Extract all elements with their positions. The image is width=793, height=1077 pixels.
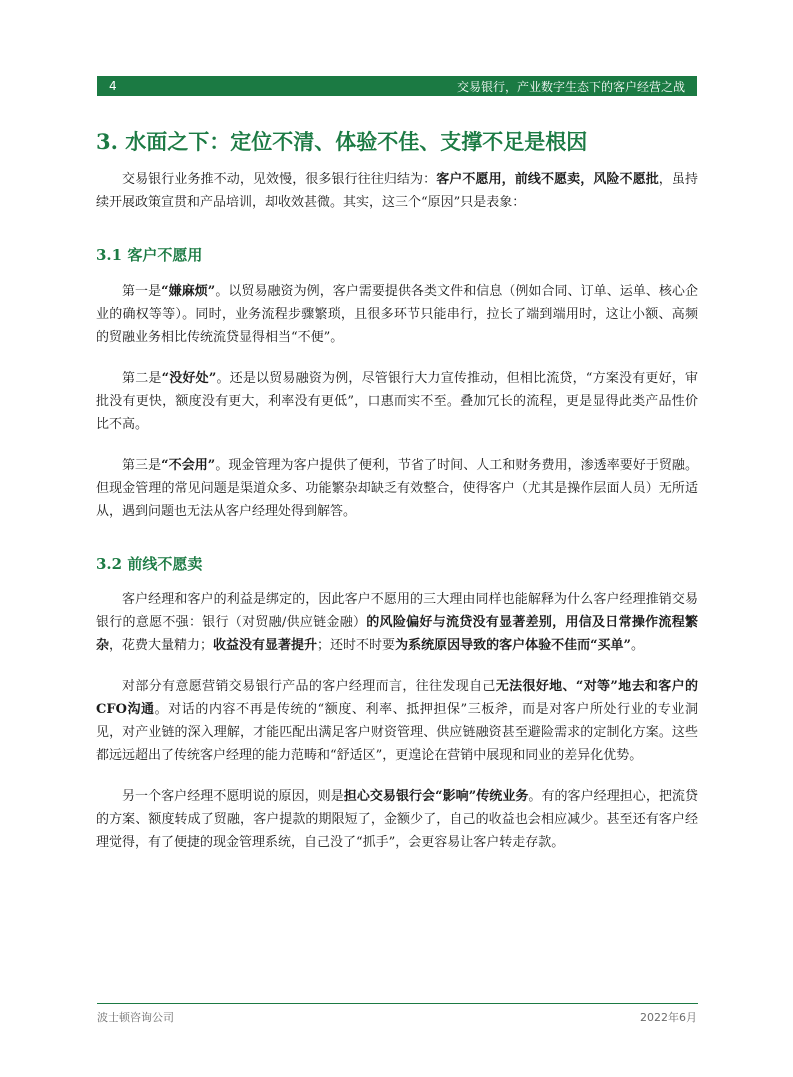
section-3-1-para-2: 第二是“没好处”。还是以贸易融资为例，尽管银行大力宣传推动，但相比流贷，“方案没有更好，审批没有更快，额度没有更大，利率没有更低”，口惠而实不至。叠加冗长的流程，更是显得此类产品性价比不高。: [96, 370, 698, 432]
section-3-1-para-3: 第三是“不会用”。现金管理为客户提供了便利，节省了时间、人工和财务费用，渗透率要好于贸融。但现金管理的常见问题是渠道众多、功能繁杂却缺乏有效整合，使得客户（尤其是操作层面人员）无所适从，遇到问题也无法从客户经理处得到解答。: [96, 457, 698, 519]
header-bar: [97, 76, 697, 96]
section-3-2-para-2: 对部分有意愿营销交易银行产品的客户经理而言，往往发现自己无法很好地、“对等”地去和客户的CFO沟通。对话的内容不再是传统的“额度、利率、抵押担保”三板斧，而是对客户所处行业的专业洞见，对产业链的深入理解，才能匹配出满足客户财资管理、供应链融资甚至避险需求的定制化方案。这些都远远超出了传统客户经理的能力范畴和“舒适区”，更遑论在营销中展现和同业的差异化优势。: [96, 679, 699, 764]
section-3-2-para-3: 另一个客户经理不愿明说的原因，则是担心交易银行会“影响”传统业务。有的客户经理担心，把流贷的方案、额度转成了贸融，客户提款的期限短了，金额少了，自己的收益也会相应减少。甚至还有客户经理觉得，有了便捷的现金管理系统，自己没了“抓手”，会更容易让客户转走存款。: [96, 789, 698, 851]
footer-divider: [97, 1003, 698, 1004]
footer-date: 2022年6月: [640, 1011, 697, 1024]
section-3-1-title: 3.1 客户不愿用: [96, 246, 203, 265]
section-3-intro: 交易银行业务推不动，见效慢，很多银行往往归结为：客户不愿用，前线不愿卖，风险不愿批，虽持续开展政策宣贯和产品培训，却收效甚微。其实，这三个“原因”只是表象：: [96, 172, 698, 211]
page-number: 4: [109, 79, 117, 93]
section-3-2-para-1: 客户经理和客户的利益是绑定的，因此客户不愿用的三大理由同样也能解释为什么客户经理推销交易银行的意愿不强：银行（对贸融/供应链金融）的风险偏好与流贷没有显著差别，用信及日常操作流程繁杂，花费大量精力；收益没有显著提升；还时不时要为系统原因导致的客户体验不佳而“买单”。: [96, 592, 698, 654]
section-3-title: 3. 水面之下：定位不清、体验不佳、支撑不足是根因: [96, 129, 588, 154]
section-3-1-para-1: 第一是“嫌麻烦”。以贸易融资为例，客户需要提供各类文件和信息（例如合同、订单、运单、核心企业的确权等等）。同时，业务流程步骤繁琐，且很多环节只能串行，拉长了端到端用时，这让小额、高频的贸融业务相比传统流贷显得相当“不便”。: [96, 283, 698, 345]
header-title: 交易银行，产业数字生态下的客户经营之战: [456, 79, 685, 94]
main-content: [96, 128, 698, 854]
footer-company: 波士顿咨询公司: [97, 1011, 174, 1024]
section-3-2-title: 3.2 前线不愿卖: [96, 554, 203, 573]
